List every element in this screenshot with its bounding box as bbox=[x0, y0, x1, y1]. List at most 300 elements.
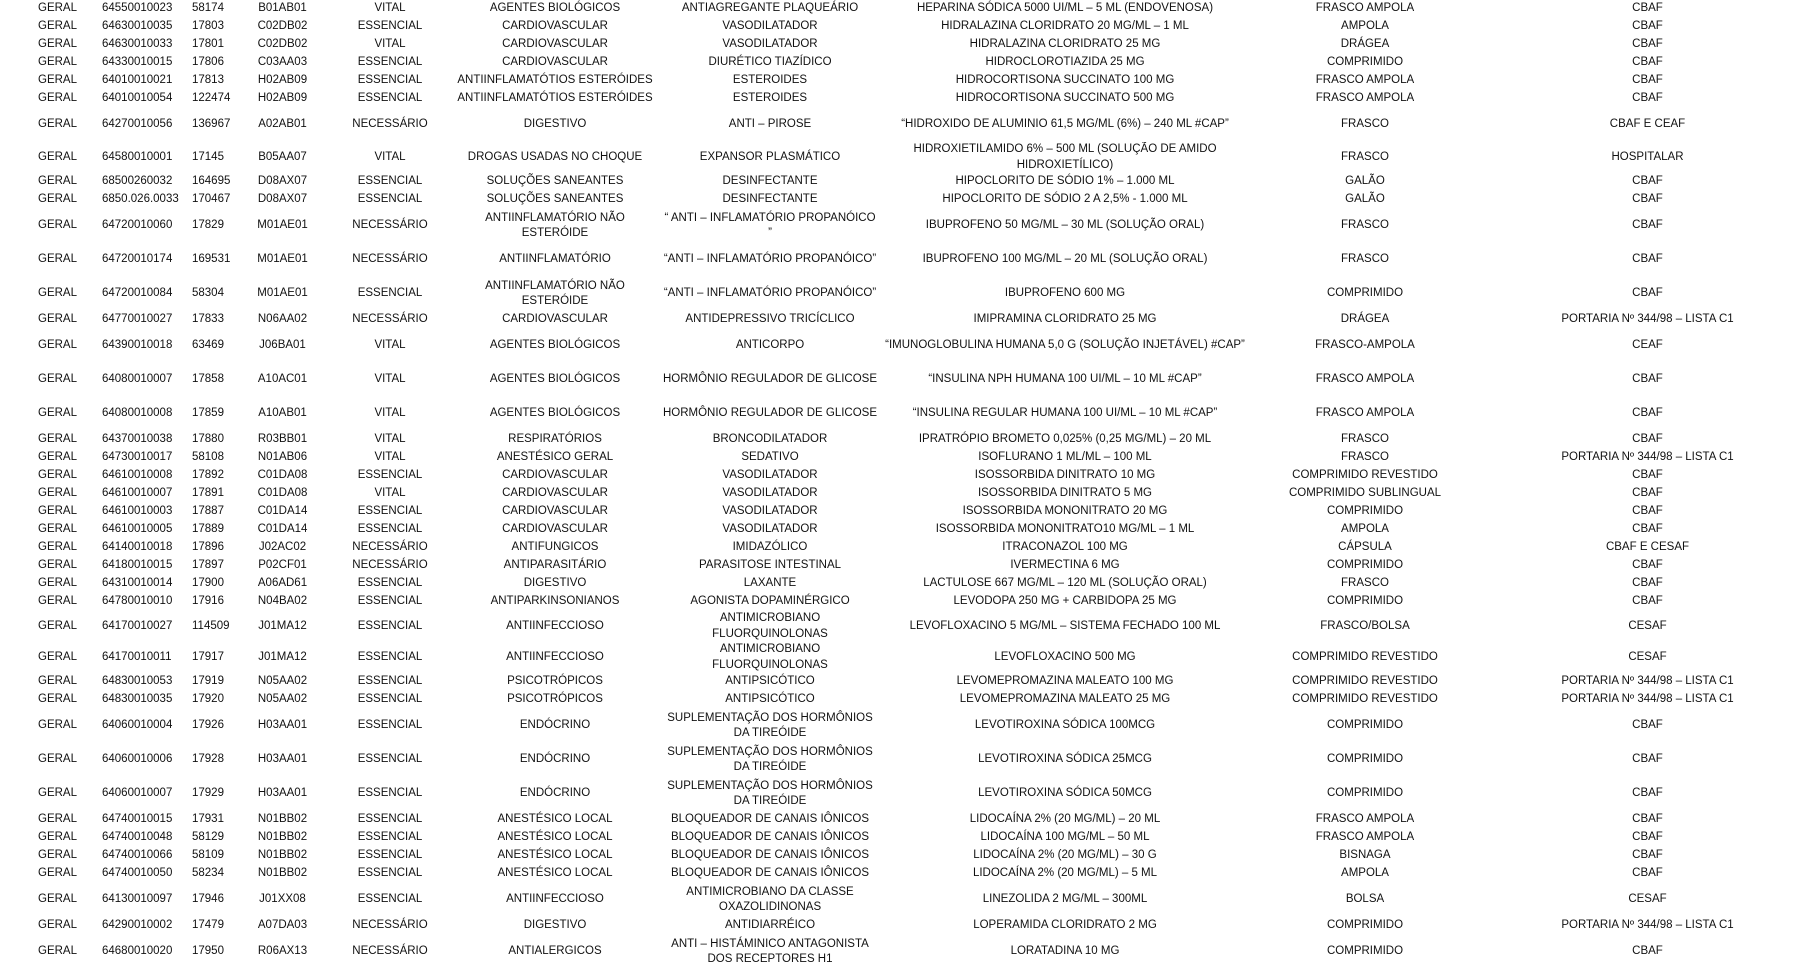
cell-material-code: 64390010018 bbox=[102, 339, 173, 352]
cell-atc-code: N01BB02 bbox=[257, 849, 308, 862]
cell-item-id: 136967 bbox=[192, 118, 231, 131]
cell-criticality: NECESSÁRIO bbox=[352, 919, 428, 932]
cell-group: GERAL bbox=[38, 253, 77, 266]
cell-description: HIDROCORTISONA SUCCINATO 100 MG bbox=[955, 74, 1175, 87]
cell-item-id: 17897 bbox=[192, 559, 224, 572]
cell-presentation: FRASCO AMPOLA bbox=[1315, 92, 1415, 105]
cell-presentation: FRASCO AMPOLA bbox=[1315, 373, 1415, 386]
cell-presentation: COMPRIMIDO bbox=[1326, 719, 1404, 732]
cell-description: IBUPROFENO 600 MG bbox=[1004, 287, 1126, 300]
cell-therapeutic-class: ENDÓCRINO bbox=[519, 787, 591, 800]
cell-therapeutic-subclass: AGONISTA DOPAMINÉRGICO bbox=[690, 595, 850, 608]
table-row bbox=[0, 593, 1815, 611]
cell-description: LORATADINA 10 MG bbox=[1010, 945, 1120, 958]
cell-presentation: COMPRIMIDO REVESTIDO bbox=[1292, 693, 1438, 706]
cell-presentation: FRASCO AMPOLA bbox=[1315, 813, 1415, 826]
cell-therapeutic-class: SOLUÇÕES SANEANTES bbox=[486, 175, 624, 188]
cell-group: GERAL bbox=[38, 919, 77, 932]
cell-therapeutic-subclass: VASODILATADOR bbox=[722, 38, 818, 51]
cell-therapeutic-class: CARDIOVASCULAR bbox=[502, 469, 608, 482]
cell-group: GERAL bbox=[38, 118, 77, 131]
cell-atc-code: B05AA07 bbox=[258, 150, 307, 163]
cell-atc-code: C01DA08 bbox=[257, 487, 308, 500]
cell-atc-code: P02CF01 bbox=[258, 559, 307, 572]
table-row bbox=[0, 90, 1815, 108]
cell-criticality: ESSENCIAL bbox=[357, 595, 423, 608]
cell-material-code: 64290010002 bbox=[102, 919, 173, 932]
cell-criticality: ESSENCIAL bbox=[357, 469, 423, 482]
cell-therapeutic-class: CARDIOVASCULAR bbox=[502, 20, 608, 33]
table-row bbox=[0, 431, 1815, 449]
cell-therapeutic-subclass: BLOQUEADOR DE CANAIS IÔNICOS bbox=[670, 813, 870, 826]
cell-item-id: 17880 bbox=[192, 433, 224, 446]
cell-program: CBAF bbox=[1632, 505, 1663, 518]
cell-therapeutic-subclass: VASODILATADOR bbox=[722, 523, 818, 536]
cell-therapeutic-class: ANESTÉSICO GERAL bbox=[496, 451, 614, 464]
cell-item-id: 17919 bbox=[192, 675, 224, 688]
cell-material-code: 64610010005 bbox=[102, 523, 173, 536]
cell-atc-code: N01BB02 bbox=[257, 831, 308, 844]
cell-program: CBAF bbox=[1632, 831, 1663, 844]
cell-material-code: 68500260032 bbox=[102, 175, 173, 188]
cell-description: IBUPROFENO 50 MG/ML – 30 ML (SOLUÇÃO ORAL) bbox=[925, 219, 1205, 232]
cell-group: GERAL bbox=[38, 92, 77, 105]
cell-description: HIPOCLORITO DE SÓDIO 1% – 1.000 ML bbox=[955, 175, 1175, 188]
cell-program: CBAF bbox=[1632, 193, 1663, 206]
table-row bbox=[0, 503, 1815, 521]
cell-presentation: FRASCO AMPOLA bbox=[1315, 74, 1415, 87]
cell-material-code: 64580010001 bbox=[102, 150, 173, 163]
cell-therapeutic-subclass: BLOQUEADOR DE CANAIS IÔNICOS bbox=[670, 849, 870, 862]
cell-item-id: 17916 bbox=[192, 595, 224, 608]
cell-therapeutic-class: ANTIINFECCIOSO bbox=[506, 650, 604, 663]
cell-atc-code: A10AB01 bbox=[258, 407, 307, 420]
cell-program: CBAF bbox=[1632, 487, 1663, 500]
table-row bbox=[0, 36, 1815, 54]
cell-therapeutic-subclass: SUPLEMENTAÇÃO DOS HORMÔNIOS DA TIREÓIDE bbox=[667, 779, 873, 807]
cell-therapeutic-subclass: ANTI – HISTÁMINICO ANTAGONISTA DOS RECEPTORES H1 bbox=[671, 937, 869, 965]
cell-atc-code: D08AX07 bbox=[257, 193, 308, 206]
cell-item-id: 17145 bbox=[192, 150, 224, 163]
table-row bbox=[0, 173, 1815, 191]
cell-therapeutic-class: ENDÓCRINO bbox=[519, 753, 591, 766]
cell-therapeutic-subclass: VASODILATADOR bbox=[722, 505, 818, 518]
cell-criticality: NECESSÁRIO bbox=[352, 559, 428, 572]
cell-description: “INSULINA REGULAR HUMANA 100 UI/ML – 10 ML #CAP” bbox=[912, 407, 1218, 420]
cell-therapeutic-class: CARDIOVASCULAR bbox=[502, 313, 608, 326]
cell-therapeutic-class: ANTIINFLAMATÓRIO NÃO ESTERÓIDE bbox=[485, 211, 625, 239]
cell-item-id: 63469 bbox=[192, 339, 224, 352]
cell-atc-code: A06AD61 bbox=[257, 577, 308, 590]
cell-material-code: 64140010018 bbox=[102, 541, 173, 554]
cell-group: GERAL bbox=[38, 20, 77, 33]
cell-item-id: 17900 bbox=[192, 577, 224, 590]
cell-item-id: 17891 bbox=[192, 487, 224, 500]
cell-criticality: ESSENCIAL bbox=[357, 577, 423, 590]
cell-material-code: 64060010007 bbox=[102, 787, 173, 800]
cell-group: GERAL bbox=[38, 313, 77, 326]
cell-therapeutic-subclass: VASODILATADOR bbox=[722, 469, 818, 482]
cell-description: LIDOCAÍNA 100 MG/ML – 50 ML bbox=[980, 831, 1150, 844]
cell-material-code: 64610010003 bbox=[102, 505, 173, 518]
cell-therapeutic-subclass: ANTIMICROBIANO FLUORQUINOLONAS bbox=[712, 643, 828, 671]
cell-program: PORTARIA Nº 344/98 – LISTA C1 bbox=[1561, 313, 1734, 326]
cell-presentation: COMPRIMIDO bbox=[1326, 559, 1404, 572]
cell-criticality: VITAL bbox=[374, 2, 406, 15]
cell-material-code: 64610010007 bbox=[102, 487, 173, 500]
cell-atc-code: M01AE01 bbox=[257, 253, 308, 266]
cell-atc-code: C01DA14 bbox=[257, 505, 308, 518]
cell-presentation: COMPRIMIDO bbox=[1326, 287, 1404, 300]
cell-presentation: CÁPSULA bbox=[1338, 541, 1392, 554]
cell-criticality: NECESSÁRIO bbox=[352, 313, 428, 326]
cell-presentation: FRASCO bbox=[1341, 577, 1389, 590]
cell-presentation: GALÃO bbox=[1345, 175, 1385, 188]
cell-material-code: 64630010033 bbox=[102, 38, 173, 51]
cell-atc-code: N01BB02 bbox=[257, 813, 308, 826]
table-row bbox=[0, 142, 1815, 173]
table-row bbox=[0, 883, 1815, 917]
cell-therapeutic-subclass: SEDATIVO bbox=[741, 451, 799, 464]
cell-group: GERAL bbox=[38, 541, 77, 554]
cell-material-code: 64370010038 bbox=[102, 433, 173, 446]
cell-therapeutic-class: RESPIRATÓRIOS bbox=[508, 433, 602, 446]
cell-description: LEVOFLOXACINO 5 MG/ML – SISTEMA FECHADO 100 ML bbox=[909, 619, 1221, 632]
cell-criticality: ESSENCIAL bbox=[357, 693, 423, 706]
cell-group: GERAL bbox=[38, 339, 77, 352]
cell-group: GERAL bbox=[38, 719, 77, 732]
cell-program: CBAF bbox=[1632, 469, 1663, 482]
cell-program: CBAF bbox=[1632, 2, 1663, 15]
cell-material-code: 64830010035 bbox=[102, 693, 173, 706]
cell-therapeutic-subclass: ANTIMICROBIANO FLUORQUINOLONAS bbox=[712, 612, 828, 640]
cell-therapeutic-subclass: HORMÔNIO REGULADOR DE GLICOSE bbox=[662, 407, 878, 420]
cell-presentation: AMPOLA bbox=[1341, 867, 1389, 880]
cell-item-id: 17929 bbox=[192, 787, 224, 800]
cell-item-id: 17887 bbox=[192, 505, 224, 518]
cell-atc-code: J01MA12 bbox=[258, 650, 307, 663]
cell-therapeutic-class: ANTIFUNGICOS bbox=[511, 541, 599, 554]
cell-criticality: VITAL bbox=[374, 451, 406, 464]
cell-material-code: 64720010060 bbox=[102, 219, 173, 232]
cell-criticality: ESSENCIAL bbox=[357, 505, 423, 518]
cell-therapeutic-class: ANTIALERGICOS bbox=[508, 945, 602, 958]
cell-description: LOPERAMIDA CLORIDRATO 2 MG bbox=[973, 919, 1157, 932]
table-row bbox=[0, 811, 1815, 829]
cell-description: HIPOCLORITO DE SÓDIO 2 A 2,5% - 1.000 ML bbox=[942, 193, 1188, 206]
cell-presentation: BOLSA bbox=[1345, 893, 1385, 906]
table-row bbox=[0, 557, 1815, 575]
cell-group: GERAL bbox=[38, 74, 77, 87]
table-row bbox=[0, 917, 1815, 935]
cell-material-code: 64060010004 bbox=[102, 719, 173, 732]
cell-material-code: 64330010015 bbox=[102, 56, 173, 69]
cell-therapeutic-class: DROGAS USADAS NO CHOQUE bbox=[467, 150, 643, 163]
cell-program: CBAF bbox=[1632, 407, 1663, 420]
cell-material-code: 64010010054 bbox=[102, 92, 173, 105]
cell-presentation: FRASCO bbox=[1341, 150, 1389, 163]
cell-therapeutic-subclass: ANTIPSICÓTICO bbox=[725, 675, 815, 688]
cell-description: HIDROXIETILAMIDO 6% – 500 ML (SOLUÇÃO DE AMIDO HIDROXIETÍLICO) bbox=[913, 143, 1217, 171]
cell-material-code: 64630010035 bbox=[102, 20, 173, 33]
cell-program: PORTARIA Nº 344/98 – LISTA C1 bbox=[1561, 693, 1734, 706]
cell-therapeutic-class: ANTIINFECCIOSO bbox=[506, 619, 604, 632]
cell-criticality: ESSENCIAL bbox=[357, 753, 423, 766]
table-row bbox=[0, 539, 1815, 557]
cell-criticality: NECESSÁRIO bbox=[352, 219, 428, 232]
cell-therapeutic-subclass: ANTI – PIROSE bbox=[728, 118, 812, 131]
cell-criticality: NECESSÁRIO bbox=[352, 118, 428, 131]
cell-description: LEVOTIROXINA SÓDICA 50MCG bbox=[978, 787, 1152, 800]
cell-group: GERAL bbox=[38, 893, 77, 906]
cell-presentation: FRASCO bbox=[1341, 219, 1389, 232]
cell-group: GERAL bbox=[38, 451, 77, 464]
cell-group: GERAL bbox=[38, 619, 77, 632]
cell-item-id: 122474 bbox=[192, 92, 231, 105]
cell-material-code: 64270010056 bbox=[102, 118, 173, 131]
cell-material-code: 64080010007 bbox=[102, 373, 173, 386]
cell-group: GERAL bbox=[38, 787, 77, 800]
cell-description: HIDROCORTISONA SUCCINATO 500 MG bbox=[955, 92, 1175, 105]
cell-group: GERAL bbox=[38, 219, 77, 232]
cell-program: PORTARIA Nº 344/98 – LISTA C1 bbox=[1561, 675, 1734, 688]
cell-therapeutic-subclass: ANTIMICROBIANO DA CLASSE OXAZOLIDINONAS bbox=[686, 885, 854, 913]
cell-description: IVERMECTINA 6 MG bbox=[1010, 559, 1120, 572]
cell-program: HOSPITALAR bbox=[1611, 150, 1684, 163]
cell-description: “IMUNOGLOBULINA HUMANA 5,0 G (SOLUÇÃO INJETÁVEL) #CAP” bbox=[885, 339, 1245, 352]
table-row bbox=[0, 18, 1815, 36]
cell-material-code: 64010010021 bbox=[102, 74, 173, 87]
cell-atc-code: R06AX13 bbox=[257, 945, 308, 958]
cell-description: ISOSSORBIDA MONONITRATO 20 MG bbox=[962, 505, 1168, 518]
cell-material-code: 64740010050 bbox=[102, 867, 173, 880]
cell-therapeutic-class: AGENTES BIOLÓGICOS bbox=[489, 373, 621, 386]
table-row bbox=[0, 108, 1815, 142]
cell-description: ISOFLURANO 1 ML/ML – 100 ML bbox=[978, 451, 1152, 464]
cell-criticality: VITAL bbox=[374, 407, 406, 420]
cell-therapeutic-class: AGENTES BIOLÓGICOS bbox=[489, 407, 621, 420]
cell-therapeutic-class: SOLUÇÕES SANEANTES bbox=[486, 193, 624, 206]
cell-therapeutic-class: ANTIPARASITÁRIO bbox=[503, 559, 607, 572]
cell-criticality: ESSENCIAL bbox=[357, 619, 423, 632]
cell-presentation: COMPRIMIDO SUBLINGUAL bbox=[1288, 487, 1442, 500]
cell-program: CBAF E CESAF bbox=[1605, 541, 1690, 554]
cell-group: GERAL bbox=[38, 813, 77, 826]
cell-program: CBAF bbox=[1632, 813, 1663, 826]
cell-atc-code: N01AB06 bbox=[257, 451, 308, 464]
table-row bbox=[0, 743, 1815, 777]
cell-item-id: 17931 bbox=[192, 813, 224, 826]
cell-group: GERAL bbox=[38, 2, 77, 15]
cell-material-code: 64170010011 bbox=[102, 650, 172, 663]
cell-atc-code: A10AC01 bbox=[257, 373, 308, 386]
cell-group: GERAL bbox=[38, 849, 77, 862]
cell-program: PORTARIA Nº 344/98 – LISTA C1 bbox=[1561, 451, 1734, 464]
cell-therapeutic-subclass: DIURÉTICO TIAZÍDICO bbox=[708, 56, 832, 69]
cell-group: GERAL bbox=[38, 523, 77, 536]
cell-material-code: 64770010027 bbox=[102, 313, 173, 326]
cell-therapeutic-subclass: SUPLEMENTAÇÃO DOS HORMÔNIOS DA TIREÓIDE bbox=[667, 745, 873, 773]
cell-presentation: FRASCO bbox=[1341, 118, 1389, 131]
table-row bbox=[0, 72, 1815, 90]
cell-item-id: 17479 bbox=[192, 919, 224, 932]
cell-therapeutic-class: ANTIPARKINSONIANOS bbox=[490, 595, 620, 608]
cell-group: GERAL bbox=[38, 753, 77, 766]
cell-presentation: COMPRIMIDO bbox=[1326, 945, 1404, 958]
cell-criticality: VITAL bbox=[374, 373, 406, 386]
cell-material-code: 64740010015 bbox=[102, 813, 173, 826]
cell-item-id: 17920 bbox=[192, 693, 224, 706]
cell-presentation: COMPRIMIDO REVESTIDO bbox=[1292, 469, 1438, 482]
cell-therapeutic-subclass: ESTEROIDES bbox=[732, 74, 808, 87]
cell-criticality: VITAL bbox=[374, 487, 406, 500]
table-row bbox=[0, 397, 1815, 431]
cell-therapeutic-class: CARDIOVASCULAR bbox=[502, 505, 608, 518]
cell-therapeutic-class: CARDIOVASCULAR bbox=[502, 523, 608, 536]
cell-group: GERAL bbox=[38, 38, 77, 51]
cell-material-code: 64060010006 bbox=[102, 753, 173, 766]
cell-therapeutic-class: ANTIINFLAMATÓTIOS ESTERÓIDES bbox=[457, 74, 653, 87]
cell-material-code: 64720010084 bbox=[102, 287, 173, 300]
cell-group: GERAL bbox=[38, 577, 77, 590]
cell-criticality: ESSENCIAL bbox=[357, 787, 423, 800]
cell-therapeutic-subclass: BRONCODILATADOR bbox=[712, 433, 828, 446]
cell-therapeutic-subclass: ANTIPSICÓTICO bbox=[725, 693, 815, 706]
cell-atc-code: A02AB01 bbox=[258, 118, 307, 131]
cell-atc-code: N05AA02 bbox=[257, 693, 308, 706]
cell-item-id: 17801 bbox=[192, 38, 224, 51]
cell-group: GERAL bbox=[38, 650, 77, 663]
cell-description: ISOSSORBIDA DINITRATO 10 MG bbox=[974, 469, 1156, 482]
cell-therapeutic-subclass: ANTICORPO bbox=[735, 339, 805, 352]
cell-description: HEPARINA SÓDICA 5000 UI/ML – 5 ML (ENDOVENOSA) bbox=[916, 2, 1214, 15]
cell-therapeutic-class: CARDIOVASCULAR bbox=[502, 38, 608, 51]
cell-therapeutic-class: ENDÓCRINO bbox=[519, 719, 591, 732]
cell-item-id: 170467 bbox=[192, 193, 231, 206]
cell-material-code: 64130010097 bbox=[102, 893, 173, 906]
cell-program: CBAF E CEAF bbox=[1609, 118, 1686, 131]
cell-item-id: 17926 bbox=[192, 719, 224, 732]
cell-description: IPRATRÓPIO BROMETO 0,025% (0,25 MG/ML) – 20 ML bbox=[918, 433, 1212, 446]
cell-presentation: FRASCO-AMPOLA bbox=[1315, 339, 1415, 352]
cell-criticality: ESSENCIAL bbox=[357, 719, 423, 732]
table-row bbox=[0, 935, 1815, 969]
cell-item-id: 17928 bbox=[192, 753, 224, 766]
cell-therapeutic-class: ANTIINFLAMATÓRIO NÃO ESTERÓIDE bbox=[485, 279, 625, 307]
cell-therapeutic-subclass: DESINFECTANTE bbox=[722, 175, 818, 188]
cell-group: GERAL bbox=[38, 693, 77, 706]
cell-program: CEAF bbox=[1632, 339, 1663, 352]
cell-description: “HIDROXIDO DE ALUMINIO 61,5 MG/ML (6%) – 240 ML #CAP” bbox=[901, 118, 1229, 131]
cell-description: LEVODOPA 250 MG + CARBIDOPA 25 MG bbox=[953, 595, 1177, 608]
cell-atc-code: N01BB02 bbox=[257, 867, 308, 880]
cell-criticality: ESSENCIAL bbox=[357, 813, 423, 826]
cell-item-id: 17859 bbox=[192, 407, 224, 420]
cell-item-id: 17896 bbox=[192, 541, 224, 554]
cell-presentation: DRÁGEA bbox=[1340, 38, 1390, 51]
cell-program: CBAF bbox=[1632, 433, 1663, 446]
cell-presentation: FRASCO bbox=[1341, 433, 1389, 446]
cell-presentation: GALÃO bbox=[1345, 193, 1385, 206]
cell-presentation: COMPRIMIDO bbox=[1326, 595, 1404, 608]
cell-atc-code: H02AB09 bbox=[257, 92, 308, 105]
table-row bbox=[0, 673, 1815, 691]
cell-group: GERAL bbox=[38, 505, 77, 518]
table-row bbox=[0, 777, 1815, 811]
cell-program: CBAF bbox=[1632, 849, 1663, 862]
cell-presentation: COMPRIMIDO bbox=[1326, 505, 1404, 518]
table-row bbox=[0, 191, 1815, 209]
cell-description: HIDROCLOROTIAZIDA 25 MG bbox=[985, 56, 1145, 69]
cell-criticality: NECESSÁRIO bbox=[352, 253, 428, 266]
cell-therapeutic-subclass: DESINFECTANTE bbox=[722, 193, 818, 206]
cell-item-id: 17813 bbox=[192, 74, 224, 87]
cell-criticality: ESSENCIAL bbox=[357, 675, 423, 688]
cell-description: “INSULINA NPH HUMANA 100 UI/ML – 10 ML #CAP” bbox=[928, 373, 1202, 386]
cell-therapeutic-class: ANTIINFLAMATÓTIOS ESTERÓIDES bbox=[457, 92, 653, 105]
cell-atc-code: C01DA14 bbox=[257, 523, 308, 536]
cell-material-code: 64680010020 bbox=[102, 945, 173, 958]
cell-group: GERAL bbox=[38, 945, 77, 958]
cell-presentation: AMPOLA bbox=[1341, 523, 1389, 536]
cell-therapeutic-subclass: “ANTI – INFLAMATÓRIO PROPANÓICO” bbox=[663, 253, 877, 266]
cell-description: HIDRALAZINA CLORIDRATO 25 MG bbox=[969, 38, 1161, 51]
cell-therapeutic-class: ANTIINFLAMATÓRIO bbox=[499, 253, 611, 266]
cell-presentation: FRASCO AMPOLA bbox=[1315, 2, 1415, 15]
cell-description: ITRACONAZOL 100 MG bbox=[1002, 541, 1128, 554]
cell-item-id: 17946 bbox=[192, 893, 224, 906]
cell-group: GERAL bbox=[38, 559, 77, 572]
cell-description: ISOSSORBIDA MONONITRATO10 MG/ML – 1 ML bbox=[935, 523, 1195, 536]
cell-group: GERAL bbox=[38, 433, 77, 446]
cell-criticality: VITAL bbox=[374, 38, 406, 51]
cell-item-id: 169531 bbox=[192, 253, 231, 266]
cell-therapeutic-class: DIGESTIVO bbox=[523, 919, 587, 932]
cell-atc-code: M01AE01 bbox=[257, 219, 308, 232]
cell-therapeutic-subclass: SUPLEMENTAÇÃO DOS HORMÔNIOS DA TIREÓIDE bbox=[667, 711, 873, 739]
table-row bbox=[0, 575, 1815, 593]
cell-program: PORTARIA Nº 344/98 – LISTA C1 bbox=[1561, 919, 1734, 932]
cell-presentation: FRASCO bbox=[1341, 451, 1389, 464]
cell-description: LEVOTIROXINA SÓDICA 25MCG bbox=[978, 753, 1152, 766]
cell-criticality: VITAL bbox=[374, 150, 406, 163]
cell-group: GERAL bbox=[38, 287, 77, 300]
cell-description: LIDOCAÍNA 2% (20 MG/ML) – 30 G bbox=[973, 849, 1157, 862]
cell-criticality: ESSENCIAL bbox=[357, 849, 423, 862]
cell-atc-code: B01AB01 bbox=[258, 2, 307, 15]
cell-therapeutic-subclass: EXPANSOR PLASMÁTICO bbox=[699, 150, 841, 163]
cell-therapeutic-subclass: ANTIDEPRESSIVO TRICÍCLICO bbox=[685, 313, 855, 326]
cell-therapeutic-subclass: PARASITOSE INTESTINAL bbox=[698, 559, 842, 572]
cell-therapeutic-class: AGENTES BIOLÓGICOS bbox=[489, 2, 621, 15]
table-row bbox=[0, 209, 1815, 243]
cell-presentation: COMPRIMIDO bbox=[1326, 56, 1404, 69]
cell-therapeutic-subclass: IMIDAZÓLICO bbox=[732, 541, 808, 554]
table-row bbox=[0, 642, 1815, 673]
table-row bbox=[0, 467, 1815, 485]
cell-program: CESAF bbox=[1628, 650, 1667, 663]
cell-atc-code: A07DA03 bbox=[257, 919, 308, 932]
cell-program: CBAF bbox=[1632, 92, 1663, 105]
cell-item-id: 114509 bbox=[192, 619, 230, 632]
cell-group: GERAL bbox=[38, 469, 77, 482]
cell-program: CBAF bbox=[1632, 373, 1663, 386]
cell-criticality: VITAL bbox=[374, 339, 406, 352]
cell-presentation: COMPRIMIDO REVESTIDO bbox=[1292, 675, 1438, 688]
cell-therapeutic-subclass: BLOQUEADOR DE CANAIS IÔNICOS bbox=[670, 831, 870, 844]
cell-description: LINEZOLIDA 2 MG/ML – 300ML bbox=[982, 893, 1148, 906]
cell-material-code: 6850.026.0033 bbox=[102, 193, 179, 206]
